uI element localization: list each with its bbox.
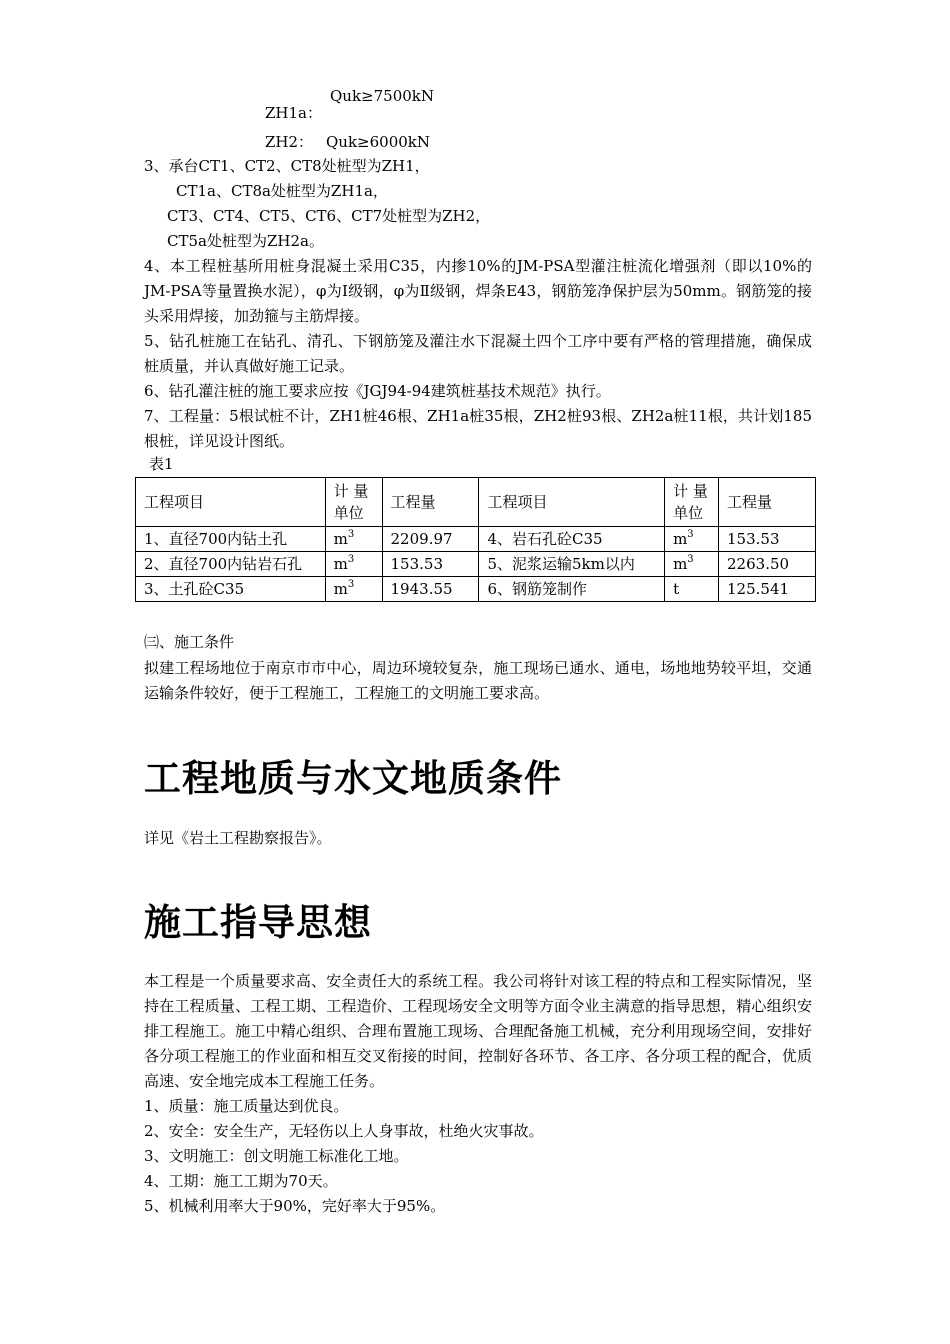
zh2-capacity-value: Quk≥6000kN xyxy=(326,133,431,151)
construction-conditions-heading: ㈢、施工条件 xyxy=(144,633,235,651)
guidance-intro: 本工程是一个质量要求高、安全责任大的系统工程。我公司将针对该工程的特点和工程实际情况，坚持在工程质量、工程工期、工程造价、工程现场安全文明等方面令业主满意的指导思想，精心组织安排工程施工。施工中精心组织、合理布置施工现场、合理配备施工机械，充分利用现场空间，安排好各分项工程施工的作业面和相互交叉衔接的时间，控制好各环节、各工序、各分项工程的配合，优质高速、安全地完成本工程施工任务。 xyxy=(144,972,812,1090)
paragraph-standard: 6、钻孔灌注桩的施工要求应按《JGJ94-94建筑桩基技术规范》执行。 xyxy=(144,382,611,400)
zh1a-capacity-value: Quk≥7500kN xyxy=(330,87,435,105)
table-cell-unit: $m^3$ xyxy=(325,527,382,552)
section-title-guidance: 施工指导思想 xyxy=(144,901,372,944)
quantity-table xyxy=(135,477,816,602)
table-cell-unit: t xyxy=(665,577,719,602)
guidance-item: 5、机械利用率大于90%，完好率大于95%。 xyxy=(144,1197,446,1215)
table-header-cell: 计 量单位 xyxy=(665,478,719,527)
table-cell-item: 5、泥浆运输5km以内 xyxy=(479,552,665,577)
table-row xyxy=(136,577,816,602)
table-header-cell: 计 量单位 xyxy=(325,478,382,527)
table-cell-qty: 153.53 xyxy=(719,527,816,552)
table-cell-item: 4、岩石孔砼C35 xyxy=(479,527,665,552)
table-cell-unit: $m^3$ xyxy=(325,577,382,602)
table-cell-unit: $m^3$ xyxy=(325,552,382,577)
table-header-cell: 工程项目 xyxy=(136,478,326,527)
section-title-geology: 工程地质与水文地质条件 xyxy=(144,757,562,800)
table-cell-item: 3、土孔砼C35 xyxy=(136,577,326,602)
zh2-label: ZH2： xyxy=(265,133,314,151)
cap-pile-type-line: CT1a、CT8a处桩型为ZH1a， xyxy=(176,182,388,200)
table-cell-item: 1、直径700内钻土孔 xyxy=(136,527,326,552)
table-row xyxy=(136,552,816,577)
paragraph-quantity: 7、工程量：5根试桩不计，ZH1桩46根、ZH1a桩35根，ZH2桩93根、ZH2a桩11根，共计划185根桩，详见设计图纸。 xyxy=(144,407,812,450)
table-cell-qty: 125.541 xyxy=(719,577,816,602)
table-cell-qty: 153.53 xyxy=(382,552,479,577)
zh1a-label: ZH1a： xyxy=(265,104,322,122)
table-cell-unit: $m^3$ xyxy=(665,552,719,577)
table-row xyxy=(136,527,816,552)
cap-pile-type-line: 3、承台CT1、CT2、CT8处桩型为ZH1， xyxy=(144,157,430,175)
guidance-item: 3、文明施工：创文明施工标准化工地。 xyxy=(144,1147,409,1165)
guidance-item: 2、安全：安全生产，无轻伤以上人身事故，杜绝火灾事故。 xyxy=(144,1122,544,1140)
cap-pile-type-line: CT5a处桩型为ZH2a。 xyxy=(167,232,324,250)
guidance-item: 4、工期：施工工期为70天。 xyxy=(144,1172,338,1190)
construction-conditions-text: 拟建工程场地位于南京市市中心，周边环境较复杂，施工现场已通水、通电，场地地势较平坦，交通运输条件较好，便于工程施工，工程施工的文明施工要求高。 xyxy=(144,659,812,702)
table-cell-unit: $m^3$ xyxy=(665,527,719,552)
table-cell-item: 6、钢筋笼制作 xyxy=(479,577,665,602)
table-header-cell: 工程量 xyxy=(382,478,479,527)
table-cell-qty: 1943.55 xyxy=(382,577,479,602)
geology-text: 详见《岩土工程勘察报告》。 xyxy=(144,829,332,847)
table-cell-qty: 2209.97 xyxy=(382,527,479,552)
table-header-row xyxy=(136,478,816,527)
cap-pile-type-line: CT3、CT4、CT5、CT6、CT7处桩型为ZH2， xyxy=(167,207,491,225)
table-header-cell: 工程项目 xyxy=(479,478,665,527)
table-caption: 表1 xyxy=(149,455,174,473)
guidance-item: 1、质量：施工质量达到优良。 xyxy=(144,1097,349,1115)
paragraph-concrete-spec: 4、本工程桩基所用桩身混凝土采用C35，内掺10%的JM-PSA型灌注桩流化增强剂（即以10%的JM-PSA等量置换水泥），φ为Ⅰ级钢，φ为Ⅱ级钢，焊条E43，钢筋笼净保护层为50mm。钢筋笼的接头采用焊接，加劲箍与主筋焊接。 xyxy=(144,257,812,325)
table-header-cell: 工程量 xyxy=(719,478,816,527)
table-cell-item: 2、直径700内钻岩石孔 xyxy=(136,552,326,577)
table-cell-qty: 2263.50 xyxy=(719,552,816,577)
paragraph-process-control: 5、钻孔桩施工在钻孔、清孔、下钢筋笼及灌注水下混凝土四个工序中要有严格的管理措施，确保成桩质量，并认真做好施工记录。 xyxy=(144,332,812,375)
